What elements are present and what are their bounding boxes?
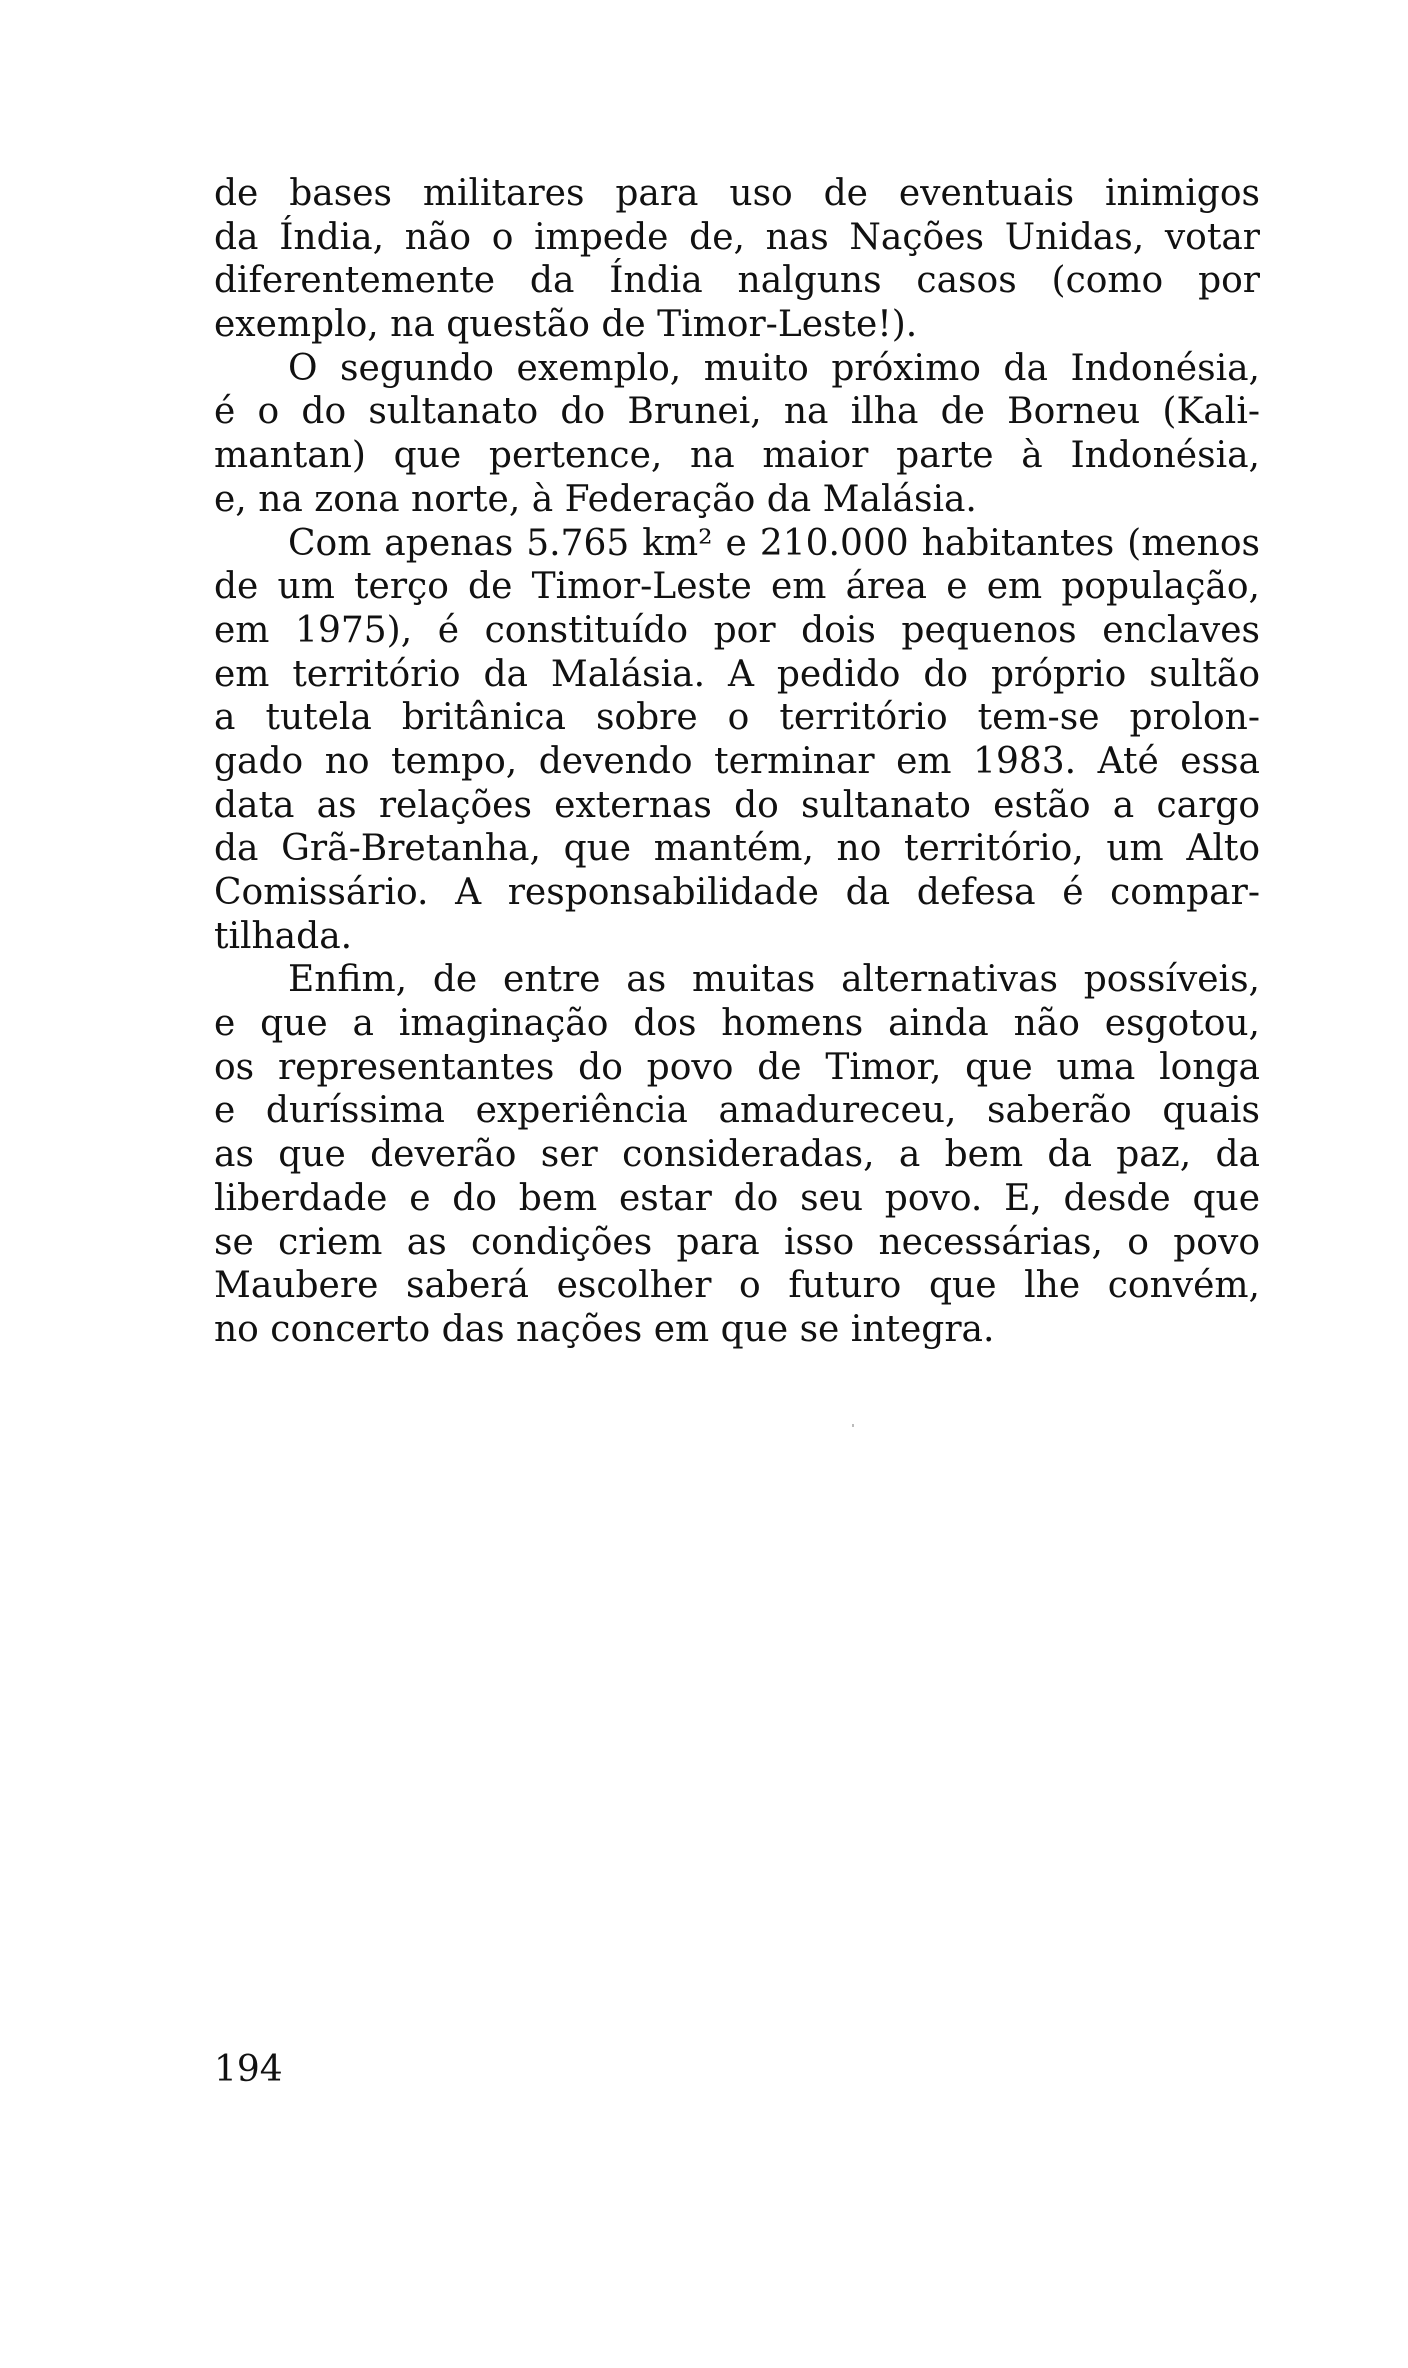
- text-line: em 1975), é constituído por dois pequenos enclaves: [214, 609, 1260, 651]
- paragraph-3: [214, 522, 1260, 959]
- text-line: da Grã-Bretanha, que mantém, no território, um Alto: [214, 828, 1260, 870]
- text-line: liberdade e do bem estar do seu povo. E, desde que: [214, 1177, 1260, 1219]
- text-line: é o do sultanato do Brunei, na ilha de Borneu (Kali-: [214, 391, 1260, 433]
- text-line: de um terço de Timor-Leste em área e em população,: [214, 566, 1260, 608]
- text-line: no concerto das nações em que se integra.: [214, 1308, 995, 1350]
- text-line: se criem as condições para isso necessárias, o povo: [214, 1221, 1260, 1263]
- text-line: gado no tempo, devendo terminar em 1983. Até essa: [214, 740, 1260, 782]
- paragraph-1: [214, 172, 1260, 347]
- text-line: as que deverão ser consideradas, a bem da paz, da: [214, 1134, 1260, 1176]
- text-line: da Índia, não o impede de, nas Nações Unidas, votar: [214, 216, 1260, 258]
- body-text: [214, 172, 1260, 1352]
- text-line: e que a imaginação dos homens ainda não esgotou,: [214, 1003, 1260, 1045]
- text-line: data as relações externas do sultanato estão a cargo: [214, 784, 1260, 826]
- text-line: tilhada.: [214, 915, 353, 957]
- text-line: Comissário. A responsabilidade da defesa é compar-: [214, 872, 1260, 913]
- text-line: a tutela britânica sobre o território tem-se prolon-: [214, 697, 1260, 739]
- text-line: O segundo exemplo, muito próximo da Indonésia,: [288, 347, 1260, 389]
- page-number: 194: [214, 2049, 283, 2090]
- paragraph-2: [214, 347, 1260, 522]
- text-line: em território da Malásia. A pedido do próprio sultão: [214, 653, 1260, 695]
- text-line: diferentemente da Índia nalguns casos (como por: [214, 260, 1260, 302]
- scan-speck: [852, 1424, 854, 1427]
- text-line: e, na zona norte, à Federação da Malásia.: [214, 478, 977, 520]
- text-line: os representantes do povo de Timor, que uma longa: [214, 1046, 1260, 1088]
- text-line: Com apenas 5.765 km² e 210.000 habitantes (menos: [288, 522, 1260, 564]
- text-line: exemplo, na questão de Timor-Leste!).: [214, 304, 918, 346]
- text-line: de bases militares para uso de eventuais inimigos: [214, 173, 1260, 214]
- text-line: mantan) que pertence, na maior parte à Indonésia,: [214, 435, 1260, 477]
- text-line: Enfim, de entre as muitas alternativas possíveis,: [288, 959, 1260, 1001]
- paragraph-4: [214, 958, 1260, 1351]
- text-line: Maubere saberá escolher o futuro que lhe convém,: [214, 1265, 1260, 1307]
- text-line: e duríssima experiência amadureceu, saberão quais: [214, 1090, 1260, 1132]
